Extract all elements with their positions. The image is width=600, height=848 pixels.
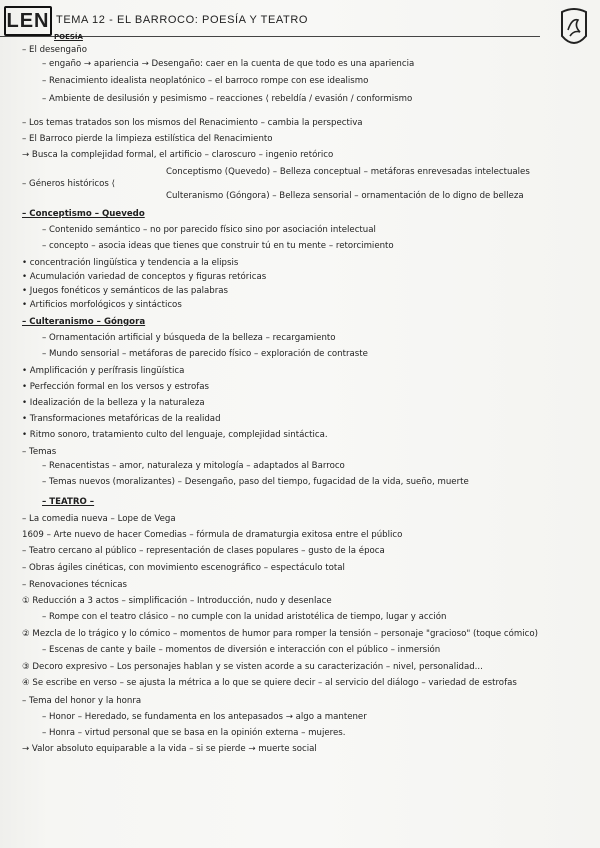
note-line: Culteranismo (Góngora) – Belleza sensorial – ornamentación de lo digno de belleza [166, 191, 524, 201]
note-line: – Rompe con el teatro clásico – no cumple con la unidad aristotélica de tiempo, lugar y acción [42, 612, 447, 622]
note-line: POESÍA [54, 33, 83, 41]
note-line: – Renovaciones técnicas [22, 580, 127, 590]
note-line: → Valor absoluto equiparable a la vida – si se pierde → muerte social [22, 744, 317, 754]
note-line: – Renacentistas – amor, naturaleza y mitología – adaptados al Barroco [42, 461, 345, 471]
note-line: • Ritmo sonoro, tratamiento culto del lenguaje, complejidad sintáctica. [22, 430, 328, 440]
note-line: – Mundo sensorial – metáforas de parecido físico – exploración de contraste [42, 349, 368, 359]
note-line: – Escenas de cante y baile – momentos de diversión e interacción con el público – inmersión [42, 645, 441, 655]
note-line: – Ambiente de desilusión y pesimismo – reacciones ⟨ rebeldía / evasión / conformismo [42, 94, 413, 104]
note-line: – Honra – virtud personal que se basa en la opinión externa – mujeres. [42, 728, 346, 738]
note-line: • Artificios morfológicos y sintácticos [22, 300, 182, 310]
note-line: – engaño → apariencia → Desengaño: caer en la cuenta de que todo es una apariencia [42, 59, 415, 69]
note-line: – El desengaño [22, 45, 87, 55]
page-title: TEMA 12 - EL BARROCO: POESÍA Y TEATRO [56, 14, 309, 26]
note-line: • Juegos fonéticos y semánticos de las palabras [22, 286, 229, 296]
subject-label: LEN [4, 6, 52, 36]
note-line: – Teatro cercano al público – representación de clases populares – gusto de la época [22, 546, 385, 556]
note-line: – La comedia nueva – Lope de Vega [22, 514, 176, 524]
note-line: • concentración lingüística y tendencia a la elipsis [22, 258, 239, 268]
note-line: ① Reducción a 3 actos – simplificación – Introducción, nudo y desenlace [22, 596, 332, 606]
note-line: • Acumulación variedad de conceptos y figuras retóricas [22, 272, 267, 282]
note-line: – Temas nuevos (moralizantes) – Desengaño, paso del tiempo, fugacidad de la vida, sueño, muerte [42, 477, 469, 487]
note-line: • Transformaciones metafóricas de la realidad [22, 414, 221, 424]
note-line: – Culteranismo – Góngora [22, 317, 146, 327]
note-line: – Conceptismo – Quevedo [22, 209, 145, 219]
note-line: – El Barroco pierde la limpieza estilística del Renacimiento [22, 134, 273, 144]
note-line: → Busca la complejidad formal, el artificio – claroscuro – ingenio retórico [22, 150, 334, 160]
note-line: Conceptismo (Quevedo) – Belleza conceptual – metáforas enrevesadas intelectuales [166, 167, 530, 177]
note-line: ④ Se escribe en verso – se ajusta la métrica a lo que se quiere decir – al servicio del diálogo – variedad de estrofas [22, 678, 517, 688]
note-line: – Temas [22, 447, 57, 457]
note-line: – concepto – asocia ideas que tienes que construir tú en tu mente – retorcimiento [42, 241, 394, 251]
note-line: – Honor – Heredado, se fundamenta en los antepasados → algo a mantener [42, 712, 367, 722]
note-line: • Idealización de la belleza y la naturaleza [22, 398, 205, 408]
note-line: ② Mezcla de lo trágico y lo cómico – momentos de humor para romper la tensión – personaje "gracioso" (toque cómico) [22, 629, 539, 639]
note-line: 1609 – Arte nuevo de hacer Comedias – fórmula de dramaturgia exitosa entre el público [22, 530, 403, 540]
notebook-logo-icon [558, 6, 590, 50]
note-line: – TEATRO – [42, 497, 95, 507]
note-line: – Tema del honor y la honra [22, 696, 142, 706]
note-line: – Géneros históricos ⟨ [22, 179, 115, 189]
note-line: • Perfección formal en los versos y estrofas [22, 382, 209, 392]
note-line: – Ornamentación artificial y búsqueda de la belleza – recargamiento [42, 333, 336, 343]
note-line: – Los temas tratados son los mismos del Renacimiento – cambia la perspectiva [22, 118, 363, 128]
note-line: – Contenido semántico – no por parecido físico sino por asociación intelectual [42, 225, 376, 235]
note-line: • Amplificación y perífrasis lingüística [22, 366, 185, 376]
note-line: ③ Decoro expresivo – Los personajes hablan y se visten acorde a su caracterización – nivel, personalidad... [22, 662, 483, 672]
note-line: – Obras ágiles cinéticas, con movimiento escenográfico – espectáculo total [22, 563, 345, 573]
note-line: – Renacimiento idealista neoplatónico – el barroco rompe con ese idealismo [42, 76, 369, 86]
